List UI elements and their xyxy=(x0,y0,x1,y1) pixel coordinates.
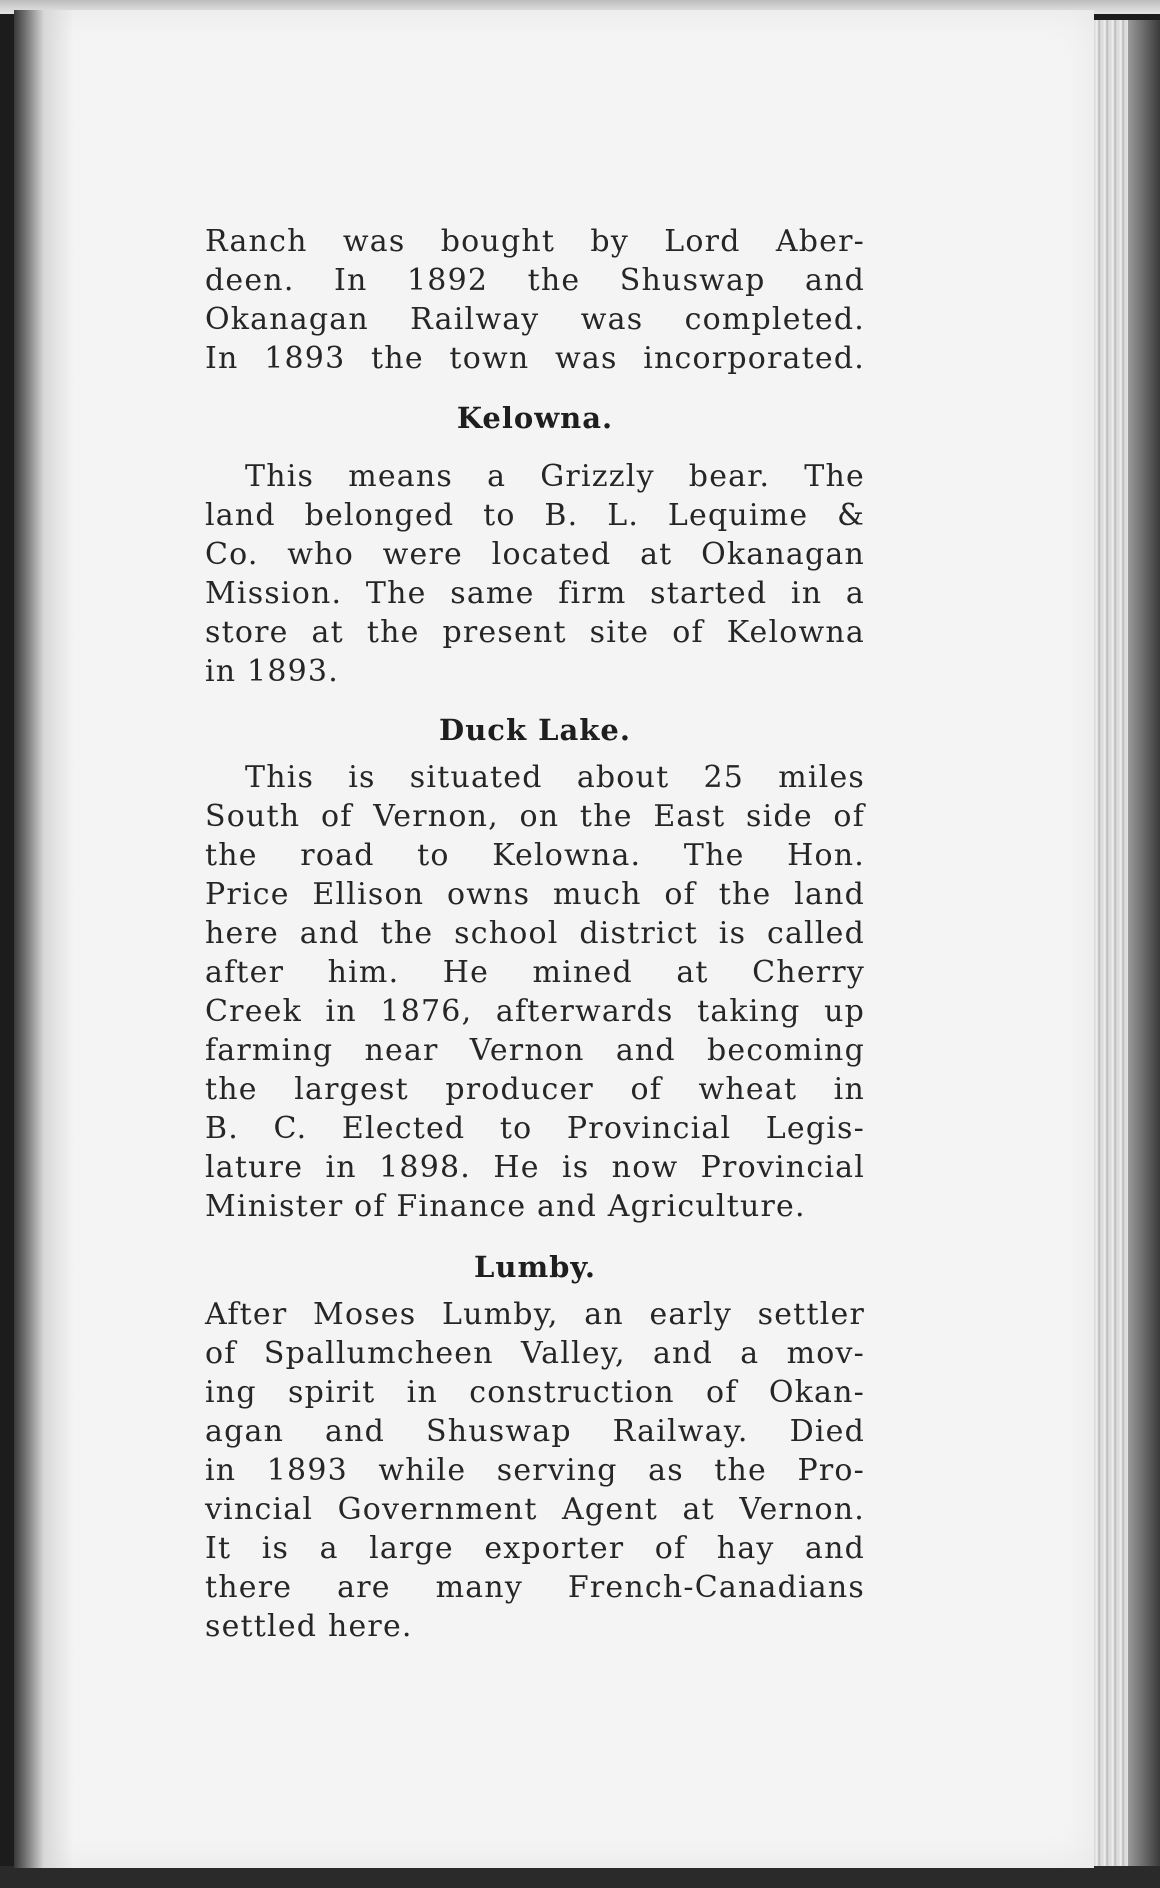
text-line: lature in 1898. He is now Provincial xyxy=(205,1150,865,1185)
kelowna-paragraph xyxy=(205,457,865,691)
scan-bottom-edge xyxy=(0,1866,1160,1888)
text-line: Co. who were located at Okanagan xyxy=(205,537,865,572)
text-line: settled here. xyxy=(205,1609,413,1644)
text-line: B. C. Elected to Provincial Legis- xyxy=(205,1111,865,1146)
text-line: It is a large exporter of hay and xyxy=(205,1531,865,1566)
text-line: After Moses Lumby, an early settler xyxy=(205,1297,865,1332)
text-line: In 1893 the town was incorporated. xyxy=(205,341,865,376)
text-line: Creek in 1876, afterwards taking up xyxy=(205,994,865,1029)
text-line: here and the school district is called xyxy=(205,916,865,951)
text-line: Ranch was bought by Lord Aber- xyxy=(205,224,865,259)
text-line: Okanagan Railway was completed. xyxy=(205,302,865,337)
text-line: This is situated about 25 miles xyxy=(245,760,865,795)
text-line: after him. He mined at Cherry xyxy=(205,955,865,990)
text-line: deen. In 1892 the Shuswap and xyxy=(205,263,865,298)
text-line: land belonged to B. L. Lequime & xyxy=(205,498,865,533)
page-stack-shadow xyxy=(1128,20,1160,1870)
text-line: Mission. The same firm started in a xyxy=(205,576,865,611)
text-line: in 1893. xyxy=(205,654,339,689)
section-heading-lumby: Lumby. xyxy=(473,1250,597,1284)
text-line: This means a Grizzly bear. The xyxy=(245,459,865,494)
text-line: in 1893 while serving as the Pro- xyxy=(205,1453,865,1488)
text-line: the road to Kelowna. The Hon. xyxy=(205,838,865,873)
text-line: there are many French-Canadians xyxy=(205,1570,865,1605)
text-line: agan and Shuswap Railway. Died xyxy=(205,1414,865,1449)
gutter-shadow xyxy=(14,10,74,1868)
text-line: South of Vernon, on the East side of xyxy=(205,799,865,834)
text-line: store at the present site of Kelowna xyxy=(205,615,865,650)
text-line: the largest producer of wheat in xyxy=(205,1072,865,1107)
section-heading-duck-lake: Duck Lake. xyxy=(439,713,631,747)
text-line: vincial Government Agent at Vernon. xyxy=(205,1492,865,1527)
text-line: Price Ellison owns much of the land xyxy=(205,877,865,912)
text-line: farming near Vernon and becoming xyxy=(205,1033,865,1068)
lumby-paragraph xyxy=(205,1295,865,1646)
duck-lake-paragraph xyxy=(205,758,865,1226)
section-heading-kelowna: Kelowna. xyxy=(456,401,614,435)
intro-paragraph xyxy=(205,222,865,378)
text-line: ing spirit in construction of Okan- xyxy=(205,1375,865,1410)
text-line: Minister of Finance and Agriculture. xyxy=(205,1189,806,1224)
text-line: of Spallumcheen Valley, and a mov- xyxy=(205,1336,865,1371)
page-text xyxy=(205,222,865,1646)
